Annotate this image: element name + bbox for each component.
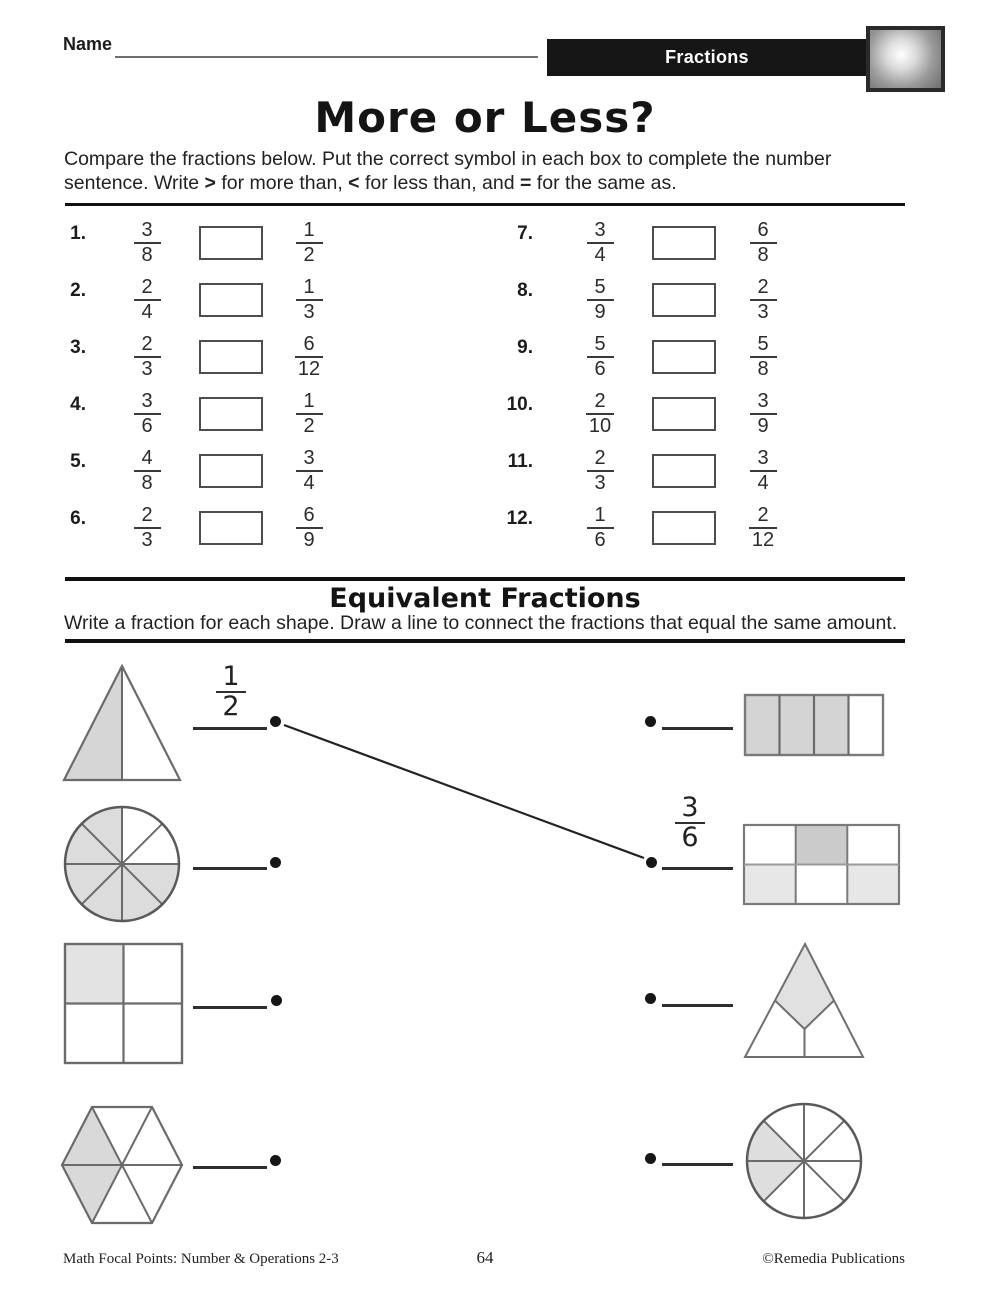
answer-line[interactable] [662, 727, 733, 730]
fraction-right [733, 276, 793, 324]
problem-row-1 [60, 214, 420, 271]
fraction-right [733, 447, 793, 495]
less-symbol: < [348, 172, 360, 194]
answer-box[interactable] [652, 511, 716, 545]
fraction-left [570, 504, 630, 552]
fraction-numerator: 6 [303, 503, 315, 526]
worksheet-title: More or Less? [314, 93, 656, 142]
fraction-left [117, 276, 177, 324]
fraction-numerator: 2 [594, 389, 606, 412]
problem-number: 12. [506, 508, 533, 529]
problem-number: 1. [70, 223, 86, 244]
problem-number: 6. [70, 508, 86, 529]
fraction-denominator: 2 [216, 691, 245, 721]
problem-number: 11. [507, 451, 533, 472]
fraction-denominator: 6 [587, 356, 614, 381]
circle-eighths-shape-left [62, 804, 182, 924]
answer-box[interactable] [199, 226, 263, 260]
fraction-left [570, 276, 630, 324]
fraction-right [279, 390, 339, 438]
problem-row-8 [493, 271, 873, 328]
fraction-denominator: 8 [750, 242, 777, 267]
fraction-numerator: 3 [141, 389, 153, 412]
section-divider-top [65, 203, 905, 206]
fraction-denominator: 9 [750, 413, 777, 438]
fraction-numerator: 5 [594, 332, 606, 355]
answer-box[interactable] [199, 283, 263, 317]
fraction-right [279, 276, 339, 324]
fraction-left [117, 219, 177, 267]
answer-box[interactable] [652, 226, 716, 260]
fraction-numerator: 2 [757, 275, 769, 298]
answer-box[interactable] [652, 283, 716, 317]
problems-right-column [493, 214, 873, 556]
fraction-numerator: 2 [757, 503, 769, 526]
connect-dot[interactable] [645, 1153, 656, 1164]
footer-publisher: ©Remedia Publications [762, 1251, 905, 1267]
connect-dot[interactable] [270, 857, 281, 868]
problem-row-3 [60, 328, 420, 385]
answer-box[interactable] [652, 340, 716, 374]
fraction-numerator: 3 [594, 218, 606, 241]
instructions [64, 147, 912, 195]
fractions-banner [547, 39, 867, 76]
answer-box[interactable] [652, 397, 716, 431]
connect-dot[interactable] [645, 993, 656, 1004]
fraction-right [279, 219, 339, 267]
fraction-right [279, 447, 339, 495]
fraction-numerator: 2 [141, 332, 153, 355]
fraction-left [570, 390, 630, 438]
fraction-numerator: 3 [757, 389, 769, 412]
problem-row-10 [493, 385, 873, 442]
fraction-left [117, 333, 177, 381]
fraction-numerator: 2 [141, 275, 153, 298]
fraction-numerator: 3 [681, 792, 699, 823]
fraction-label-half [212, 663, 250, 721]
problem-row-11 [493, 442, 873, 499]
problems-left-column [60, 214, 420, 556]
fraction-denominator: 8 [134, 470, 161, 495]
fraction-right [733, 390, 793, 438]
answer-line[interactable] [662, 867, 733, 870]
fraction-denominator: 10 [586, 413, 614, 438]
fraction-numerator: 1 [594, 503, 606, 526]
rectangle-strips-shape [743, 693, 885, 757]
connect-dot[interactable] [645, 716, 656, 727]
fraction-denominator: 6 [675, 822, 704, 852]
fraction-right [733, 219, 793, 267]
problem-number: 9. [517, 337, 533, 358]
fraction-denominator: 3 [750, 299, 777, 324]
answer-line[interactable] [193, 1006, 267, 1009]
fraction-numerator: 3 [303, 446, 315, 469]
fraction-numerator: 4 [141, 446, 153, 469]
problem-number: 8. [517, 280, 533, 301]
problem-number: 7. [517, 223, 533, 244]
fraction-left [117, 447, 177, 495]
answer-line[interactable] [193, 867, 267, 870]
answer-line[interactable] [193, 1166, 267, 1169]
fraction-numerator: 2 [594, 446, 606, 469]
fraction-numerator: 1 [303, 389, 315, 412]
problem-row-4 [60, 385, 420, 442]
banner-label: Fractions [665, 47, 749, 67]
connect-dot[interactable] [270, 716, 281, 727]
corner-gradient-icon [866, 26, 945, 92]
answer-line[interactable] [193, 727, 267, 730]
answer-box[interactable] [199, 340, 263, 374]
fraction-numerator: 6 [303, 332, 315, 355]
footer-page-number: 64 [476, 1248, 494, 1267]
fraction-denominator: 12 [749, 527, 777, 552]
fraction-denominator: 3 [296, 299, 323, 324]
fraction-numerator: 3 [141, 218, 153, 241]
triangle-thirds-shape [740, 940, 868, 1062]
problem-row-2 [60, 271, 420, 328]
connect-dot[interactable] [646, 857, 657, 868]
fraction-denominator: 6 [134, 413, 161, 438]
fraction-numerator: 6 [757, 218, 769, 241]
fraction-denominator: 4 [134, 299, 161, 324]
square-quarters-shape [63, 942, 184, 1065]
fraction-denominator: 3 [587, 470, 614, 495]
fraction-numerator: 3 [757, 446, 769, 469]
fraction-denominator: 12 [295, 356, 323, 381]
rectangle-grid-shape [742, 823, 902, 907]
connect-dot[interactable] [271, 995, 282, 1006]
fraction-denominator: 9 [587, 299, 614, 324]
fraction-numerator: 1 [303, 218, 315, 241]
fraction-left [117, 504, 177, 552]
hexagon-sixths-shape [59, 1101, 187, 1229]
fraction-denominator: 8 [134, 242, 161, 267]
eq-instruction: Write a fraction for each shape. Draw a line to connect the fractions that equal the same amount. [64, 612, 898, 634]
fraction-left [117, 390, 177, 438]
equal-symbol: = [520, 172, 532, 194]
fraction-numerator: 5 [757, 332, 769, 355]
fraction-numerator: 1 [303, 275, 315, 298]
fraction-denominator: 8 [750, 356, 777, 381]
fraction-label-three-sixths [671, 794, 709, 852]
fraction-numerator: 1 [222, 661, 240, 692]
answer-line[interactable] [662, 1163, 733, 1166]
problem-number: 10. [506, 394, 533, 415]
problem-row-12 [493, 499, 873, 556]
fraction-denominator: 9 [296, 527, 323, 552]
problem-row-7 [493, 214, 873, 271]
fraction-numerator: 2 [141, 503, 153, 526]
answer-box[interactable] [199, 454, 263, 488]
answer-box[interactable] [199, 397, 263, 431]
greater-symbol: > [204, 172, 216, 194]
problem-number: 5. [70, 451, 86, 472]
problem-number: 3. [70, 337, 86, 358]
instructions-line2: sentence. Write > for more than, < for less than, and = for the same as. [64, 172, 677, 194]
problem-number: 2. [70, 280, 86, 301]
circle-eighths-shape-right [744, 1101, 864, 1221]
fraction-denominator: 3 [134, 356, 161, 381]
footer-series: Math Focal Points: Number & Operations 2-3 [63, 1251, 339, 1267]
fraction-right [279, 333, 339, 381]
problem-row-5 [60, 442, 420, 499]
problem-row-6 [60, 499, 420, 556]
eq-heading: Equivalent Fractions [329, 583, 641, 614]
fraction-denominator: 4 [587, 242, 614, 267]
fraction-left [570, 447, 630, 495]
answer-box[interactable] [199, 511, 263, 545]
fraction-right [733, 333, 793, 381]
answer-box[interactable] [652, 454, 716, 488]
fraction-denominator: 4 [296, 470, 323, 495]
fraction-numerator: 5 [594, 275, 606, 298]
fraction-denominator: 3 [134, 527, 161, 552]
fraction-left [570, 219, 630, 267]
fraction-right [733, 504, 793, 552]
connect-dot[interactable] [270, 1155, 281, 1166]
problem-row-9 [493, 328, 873, 385]
eq-rule-top [65, 577, 905, 581]
answer-line[interactable] [662, 1004, 733, 1007]
problem-number: 4. [70, 394, 86, 415]
instructions-line1: Compare the fractions below. Put the correct symbol in each box to complete the number [64, 148, 832, 170]
name-label: Name [63, 34, 113, 54]
fraction-denominator: 2 [296, 413, 323, 438]
eq-rule-bottom [65, 639, 905, 643]
triangle-halves-shape [61, 663, 185, 785]
fraction-denominator: 2 [296, 242, 323, 267]
fraction-denominator: 6 [587, 527, 614, 552]
fraction-right [279, 504, 339, 552]
name-write-line[interactable] [115, 56, 538, 58]
fraction-denominator: 4 [750, 470, 777, 495]
fraction-left [570, 333, 630, 381]
